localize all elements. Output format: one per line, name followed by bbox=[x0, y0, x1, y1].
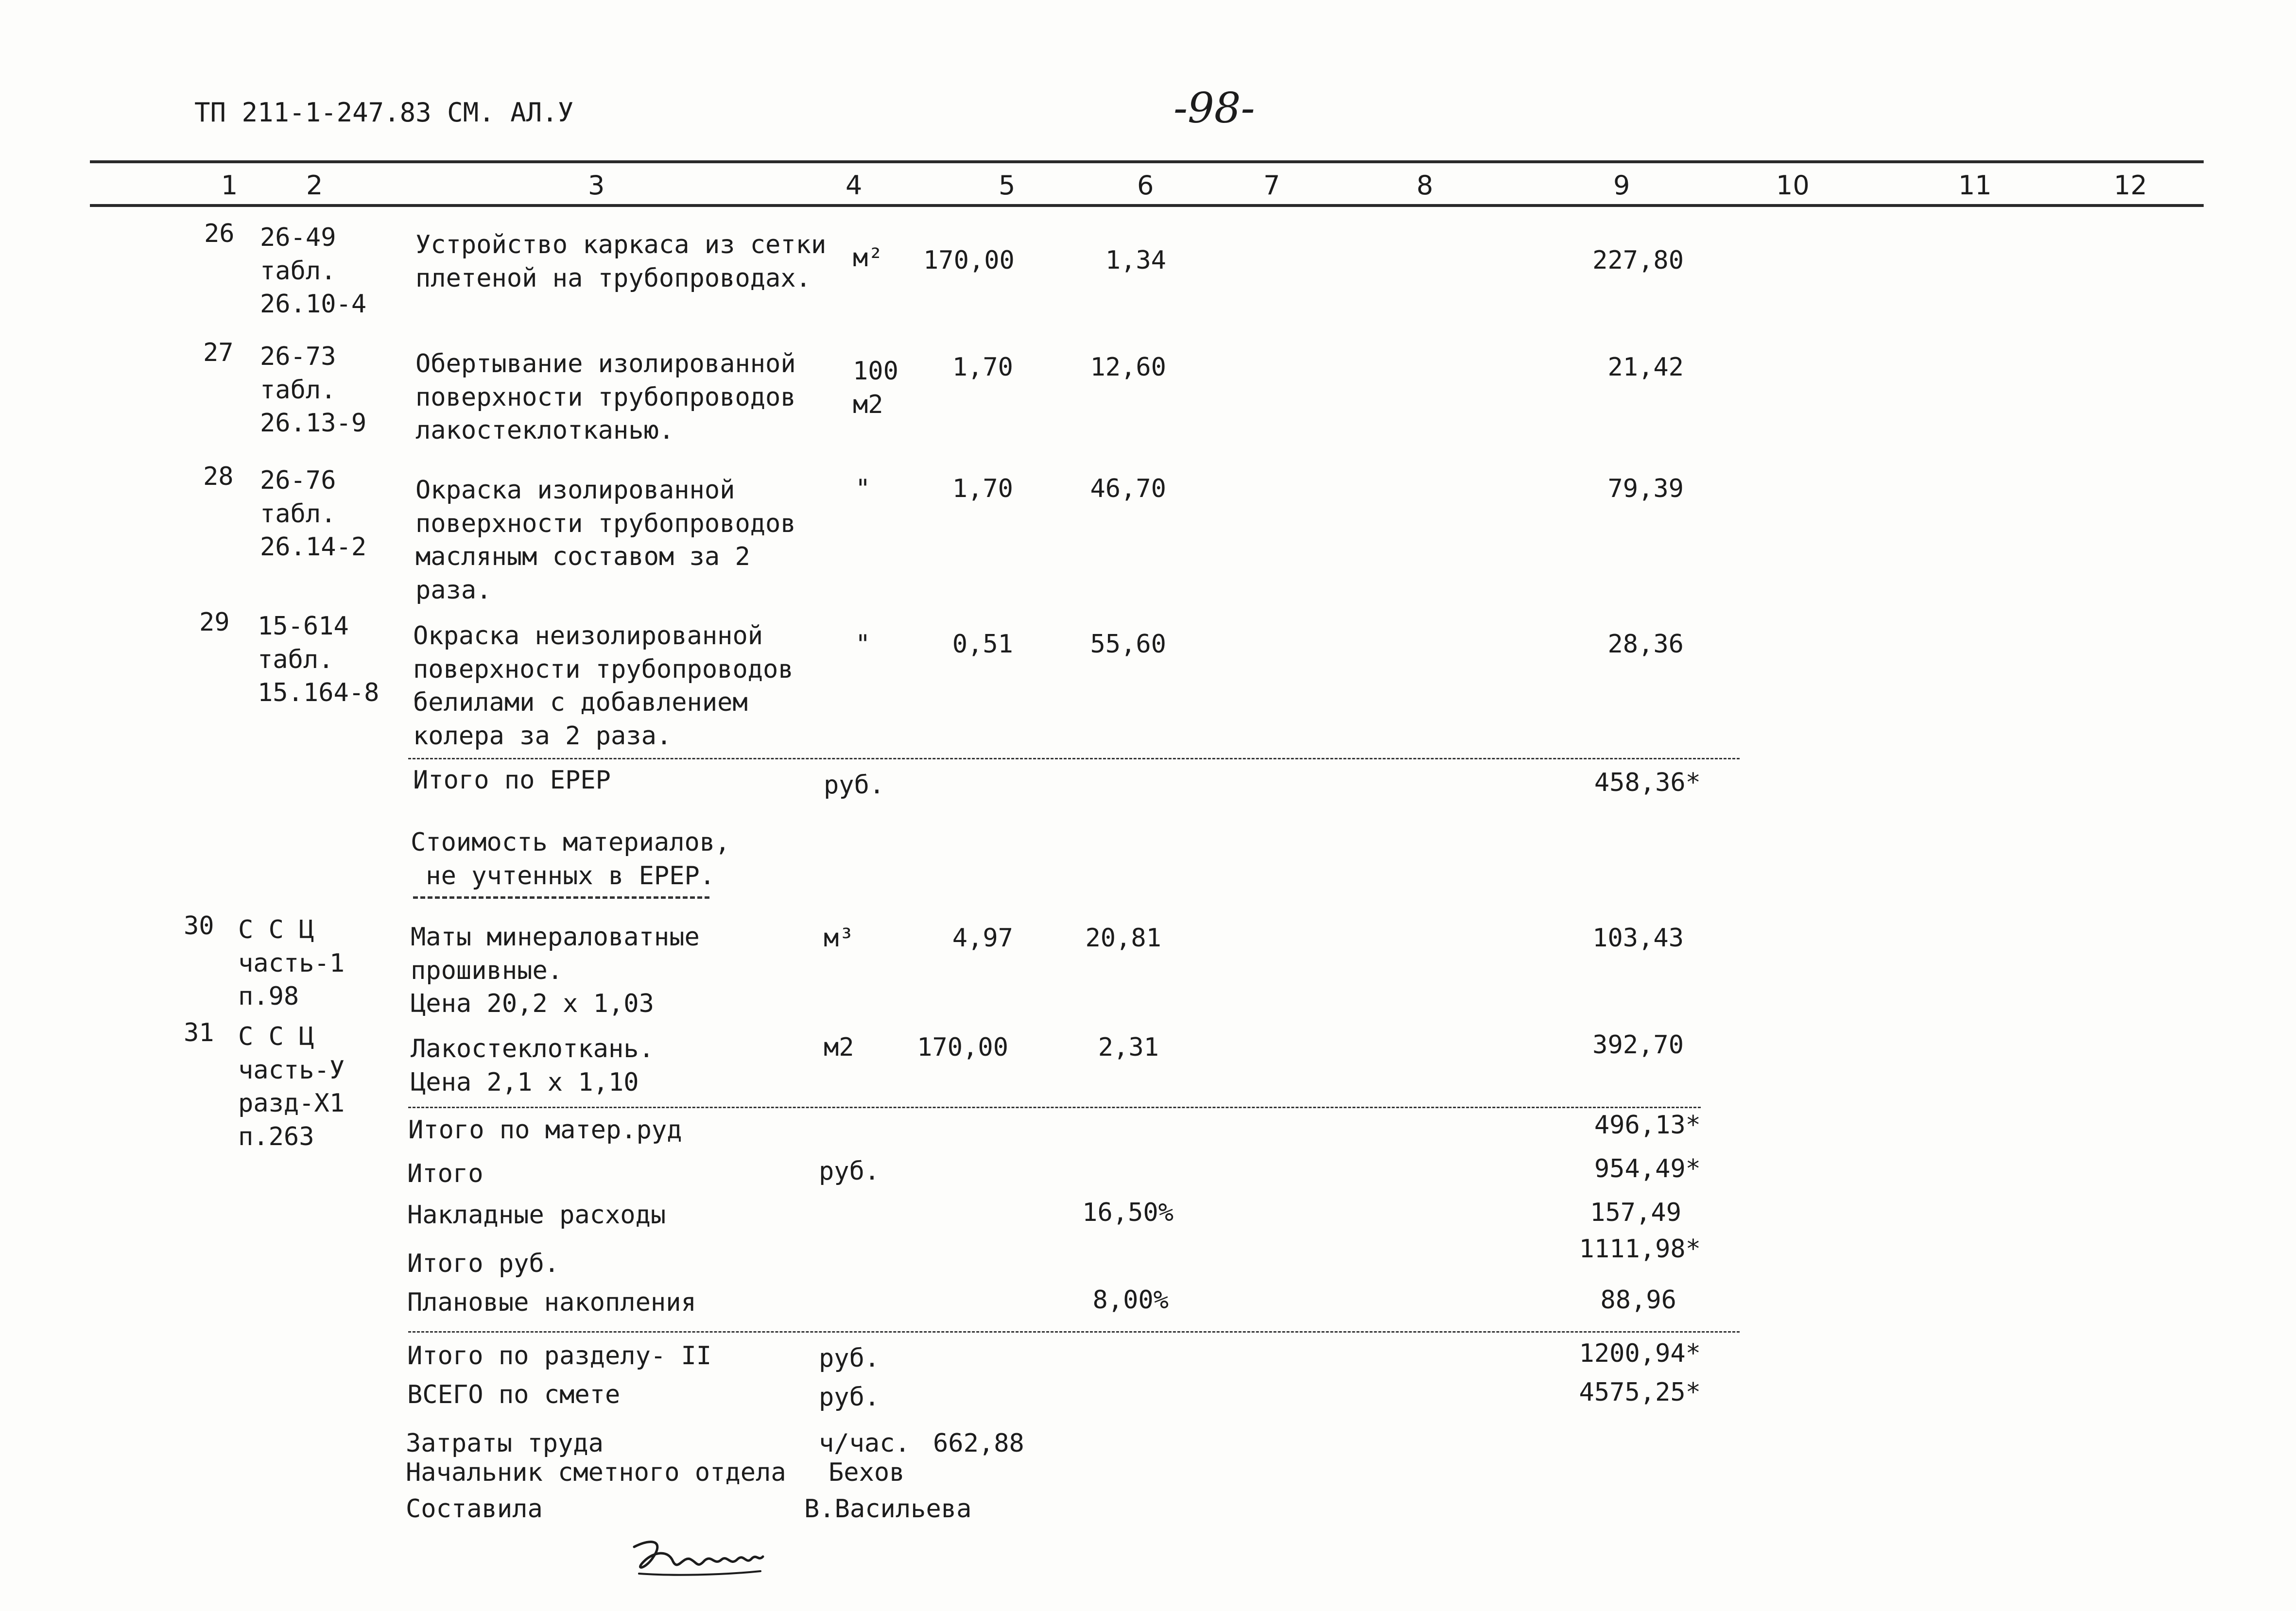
total-value: 1200,94* bbox=[1579, 1339, 1701, 1368]
row-description: Окраска неизолированной поверхности трубопроводов белилами с добавлением колера за 2 раза. bbox=[413, 621, 794, 751]
row-unit: м2 bbox=[824, 1033, 854, 1062]
total-rate: 16,50% bbox=[1082, 1198, 1174, 1227]
total-label: Плановые накопления bbox=[407, 1288, 696, 1317]
page-number: -98- bbox=[1174, 84, 1255, 133]
row-quantity: 170,00 bbox=[923, 246, 1015, 275]
row-quantity: 1,70 bbox=[952, 474, 1013, 503]
row-quantity: 4,97 bbox=[952, 924, 1013, 953]
row-reference: С С Ц часть-У разд-Х1 п.263 bbox=[238, 1022, 345, 1151]
row-description: Обертывание изолированной поверхности трубопроводов лакостеклотканью. bbox=[415, 349, 796, 446]
row-description: Окраска изолированной поверхности трубопроводов масляным составом за 2 раза. bbox=[415, 476, 796, 605]
labor-unit: ч/час. bbox=[819, 1429, 910, 1458]
row-number: 26 bbox=[204, 219, 235, 248]
row-reference: 26-76 табл. 26.14-2 bbox=[260, 466, 367, 562]
row-number: 31 bbox=[184, 1018, 214, 1047]
total-label: Накладные расходы bbox=[407, 1200, 666, 1230]
document-code: ТП 211-1-247.83 СМ. АЛ.У bbox=[194, 97, 574, 128]
col-header-9: 9 bbox=[1613, 170, 1630, 201]
total-value: 88,96 bbox=[1600, 1285, 1676, 1315]
total-value: 4575,25* bbox=[1579, 1378, 1701, 1407]
labor-label: Затраты труда bbox=[406, 1429, 604, 1458]
col-header-7: 7 bbox=[1263, 170, 1280, 201]
row-description: Маты минераловатные прошивные. Цена 20,2 х 1,03 bbox=[411, 923, 700, 1019]
row-reference: С С Ц часть-1 п.98 bbox=[238, 915, 345, 1011]
row-quantity: 0,51 bbox=[952, 630, 1013, 659]
row-number: 27 bbox=[203, 338, 234, 367]
row-quantity: 1,70 bbox=[952, 353, 1013, 382]
col-header-3: 3 bbox=[588, 170, 605, 201]
row-total: 392,70 bbox=[1592, 1030, 1684, 1060]
col-header-4: 4 bbox=[846, 170, 863, 201]
total-label: Итого по разделу- II bbox=[407, 1341, 712, 1371]
total-rate: 8,00% bbox=[1092, 1285, 1169, 1315]
col-header-6: 6 bbox=[1137, 170, 1154, 201]
row-number: 28 bbox=[203, 462, 234, 491]
row-price: 55,60 bbox=[1090, 630, 1166, 659]
total-label: ВСЕГО по смете bbox=[407, 1380, 621, 1409]
row-price: 12,60 bbox=[1090, 353, 1166, 382]
total-unit: руб. bbox=[819, 1383, 880, 1412]
total-value: 157,49 bbox=[1590, 1198, 1681, 1227]
handwritten-signature bbox=[624, 1477, 770, 1611]
row-reference: 15-614 табл. 15.164-8 bbox=[258, 612, 380, 708]
signature-role: Начальник сметного отдела bbox=[406, 1458, 786, 1487]
row-quantity: 170,00 bbox=[917, 1033, 1008, 1062]
row-number: 29 bbox=[199, 608, 230, 637]
row-unit: м³ bbox=[824, 924, 854, 953]
row-reference: 26-49 табл. 26.10-4 bbox=[260, 223, 367, 319]
row-reference: 26-73 табл. 26.13-9 bbox=[260, 342, 367, 438]
row-total: 21,42 bbox=[1607, 353, 1684, 382]
materials-heading-underline bbox=[413, 896, 709, 899]
row-price: 2,31 bbox=[1098, 1033, 1159, 1062]
section-total-divider bbox=[408, 1331, 1740, 1333]
row-unit: м² bbox=[853, 243, 883, 273]
total-label: Итого по матер.руд bbox=[408, 1115, 682, 1145]
row-unit: " bbox=[855, 630, 871, 659]
row-unit: " bbox=[855, 474, 871, 503]
col-header-8: 8 bbox=[1416, 170, 1433, 201]
materials-heading: Стоимость материалов, не учтенных в ЕРЕР. bbox=[411, 828, 730, 891]
total-value: 954,49* bbox=[1594, 1154, 1701, 1183]
signature-name: В.Васильева bbox=[804, 1494, 972, 1524]
total-unit: руб. bbox=[819, 1344, 880, 1373]
subtotal-divider bbox=[408, 758, 1740, 759]
col-header-11: 11 bbox=[1958, 170, 1992, 201]
labor-value: 662,88 bbox=[933, 1429, 1024, 1458]
col-header-10: 10 bbox=[1776, 170, 1810, 201]
row-description: Устройство каркаса из сетки плетеной на трубопроводах. bbox=[415, 230, 827, 293]
header-top-rule bbox=[90, 160, 2204, 163]
col-header-12: 12 bbox=[2114, 170, 2147, 201]
row-description: Лакостеклоткань. Цена 2,1 х 1,10 bbox=[411, 1034, 654, 1097]
col-header-1: 1 bbox=[221, 170, 238, 201]
total-unit: руб. bbox=[819, 1157, 880, 1186]
totals-divider bbox=[408, 1107, 1701, 1108]
subtotal-erer-label: Итого по ЕРЕР bbox=[413, 766, 611, 795]
subtotal-erer-value: 458,36* bbox=[1594, 768, 1701, 797]
row-total: 103,43 bbox=[1592, 924, 1684, 953]
total-label: Итого руб. bbox=[407, 1249, 560, 1278]
subtotal-erer-unit: руб. bbox=[824, 771, 885, 800]
col-header-5: 5 bbox=[999, 170, 1016, 201]
total-value: 496,13* bbox=[1594, 1111, 1701, 1140]
row-total: 79,39 bbox=[1607, 474, 1684, 503]
total-label: Итого bbox=[407, 1159, 483, 1188]
row-unit: 100 м2 bbox=[853, 357, 898, 419]
signature-role: Составила bbox=[406, 1494, 543, 1524]
signature-name: Бехов bbox=[829, 1458, 905, 1487]
row-total: 227,80 bbox=[1592, 246, 1684, 275]
row-price: 1,34 bbox=[1105, 246, 1166, 275]
header-bottom-rule bbox=[90, 204, 2204, 207]
row-price: 20,81 bbox=[1085, 924, 1161, 953]
total-value: 1111,98* bbox=[1579, 1234, 1701, 1264]
row-price: 46,70 bbox=[1090, 474, 1166, 503]
row-number: 30 bbox=[184, 911, 214, 941]
col-header-2: 2 bbox=[306, 170, 323, 201]
row-total: 28,36 bbox=[1607, 630, 1684, 659]
